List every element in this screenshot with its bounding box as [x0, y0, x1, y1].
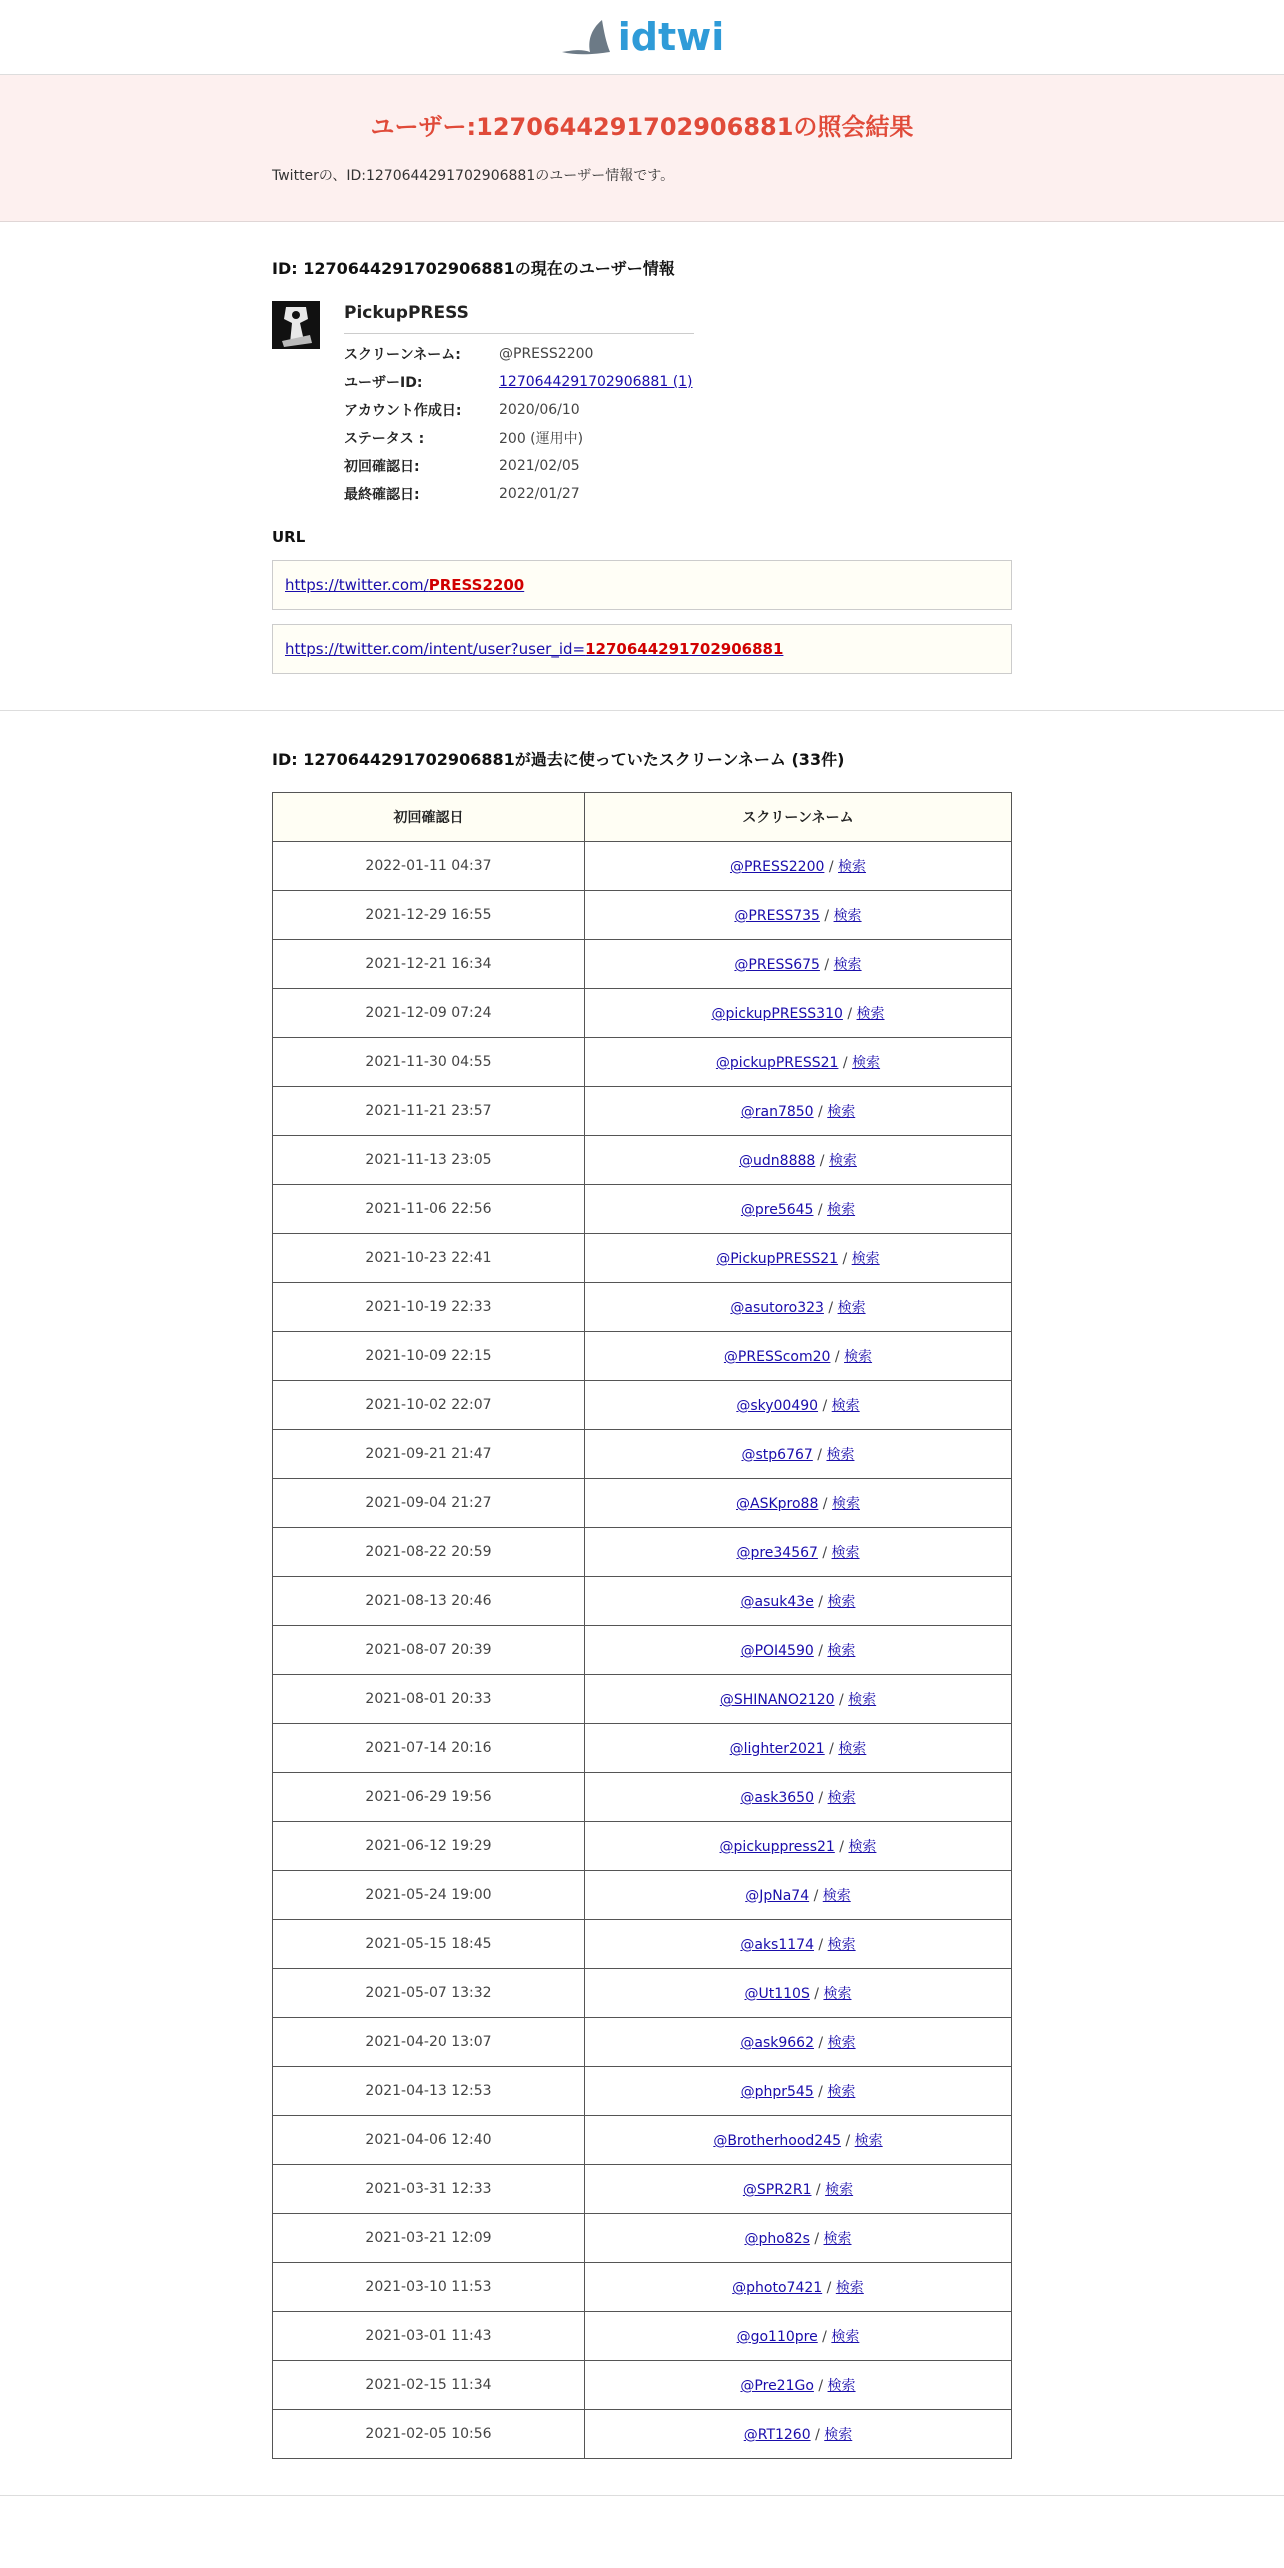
screen-name-cell	[584, 2312, 1011, 2361]
search-link[interactable]: 検索	[838, 1741, 867, 1757]
link-separator: /	[817, 1545, 832, 1561]
screen-name-link[interactable]: @RT1260	[743, 2427, 811, 2443]
screen-name-cell	[584, 940, 1011, 989]
screen-name-cell	[584, 2067, 1011, 2116]
table-row	[273, 2263, 1012, 2312]
date-cell: 2021-10-23 22:41	[273, 1234, 585, 1283]
search-link[interactable]: 検索	[827, 2378, 856, 2394]
date-cell: 2021-03-10 11:53	[273, 2263, 585, 2312]
screen-name-link[interactable]: @pre5645	[740, 1202, 814, 1218]
url-highlight: PRESS2200	[428, 576, 525, 594]
screen-name-cell	[584, 1038, 1011, 1087]
screen-name-link[interactable]: @PRESS735	[734, 908, 820, 924]
search-link[interactable]: 検索	[831, 1496, 860, 1512]
search-link[interactable]: 検索	[835, 2280, 864, 2296]
screen-name-cell	[584, 891, 1011, 940]
screen-name-cell	[584, 2263, 1011, 2312]
link-separator: /	[842, 1006, 857, 1022]
profile-info-label: アカウント作成日:	[344, 403, 462, 419]
link-separator: /	[813, 1790, 828, 1806]
screen-name-link[interactable]: @ran7850	[740, 1104, 814, 1120]
screen-name-link[interactable]: @aks1174	[740, 1937, 814, 1953]
page-title: ユーザー:1270644291702906881の照会結果	[370, 113, 914, 141]
screen-name-link[interactable]: @ask3650	[740, 1790, 814, 1806]
screen-name-cell	[584, 2214, 1011, 2263]
link-separator: /	[809, 2231, 824, 2247]
screen-name-link[interactable]: @pickuppress21	[719, 1839, 835, 1855]
date-cell: 2021-11-30 04:55	[273, 1038, 585, 1087]
date-cell: 2021-04-06 12:40	[273, 2116, 585, 2165]
screen-name-cell	[584, 1773, 1011, 1822]
site-header	[0, 0, 1284, 75]
search-link[interactable]: 検索	[852, 1055, 881, 1071]
table-row	[273, 1038, 1012, 1087]
screen-name-link[interactable]: @pickupPRESS21	[715, 1055, 839, 1071]
search-link[interactable]: 検索	[831, 1398, 860, 1414]
date-cell: 2021-12-29 16:55	[273, 891, 585, 940]
link-separator: /	[819, 957, 834, 973]
date-cell: 2021-05-24 19:00	[273, 1871, 585, 1920]
link-separator: /	[819, 908, 834, 924]
search-link[interactable]: 検索	[827, 2084, 856, 2100]
screen-name-cell	[584, 1871, 1011, 1920]
link-separator: /	[815, 1153, 829, 1169]
date-cell: 2021-03-31 12:33	[273, 2165, 585, 2214]
screen-name-cell	[584, 1136, 1011, 1185]
screen-name-cell	[584, 842, 1011, 891]
profile-info-row	[344, 480, 694, 508]
search-link[interactable]: 検索	[851, 1251, 880, 1267]
link-separator: /	[838, 1055, 853, 1071]
table-header-row	[273, 793, 1012, 842]
screen-name-cell	[584, 1430, 1011, 1479]
table-row	[273, 2214, 1012, 2263]
url-label: URL	[272, 528, 306, 546]
screen-name-link[interactable]: @pho82s	[744, 2231, 810, 2247]
date-cell: 2021-05-15 18:45	[273, 1920, 585, 1969]
screen-name-cell	[584, 1528, 1011, 1577]
profile-info-row	[344, 424, 694, 452]
profile-info-label: ユーザーID:	[344, 375, 423, 391]
screen-name-link[interactable]: @go110pre	[736, 2329, 818, 2345]
search-link[interactable]: 検索	[833, 908, 862, 924]
link-separator: /	[824, 1741, 839, 1757]
date-cell: 2021-12-21 16:34	[273, 940, 585, 989]
screen-name-link[interactable]: @SPR2R1	[742, 2182, 812, 2198]
history-section-title: ID: 1270644291702906881が過去に使っていたスクリーンネーム (33件)	[272, 750, 845, 769]
table-row	[273, 1871, 1012, 1920]
page-subtitle: Twitterの、ID:1270644291702906881のユーザー情報です。	[272, 168, 675, 184]
screen-name-link[interactable]: @PickupPRESS21	[716, 1251, 839, 1267]
result-banner	[0, 75, 1284, 222]
table-row	[273, 842, 1012, 891]
link-separator: /	[838, 1251, 852, 1267]
profile-info-row	[344, 340, 694, 368]
screen-name-link[interactable]: @PRESS675	[734, 957, 820, 973]
screen-name-cell	[584, 1577, 1011, 1626]
search-link[interactable]: 検索	[848, 1692, 877, 1708]
table-row	[273, 1969, 1012, 2018]
screen-name-cell	[584, 1283, 1011, 1332]
profile-info-label: 初回確認日:	[344, 459, 420, 475]
link-separator: /	[817, 2329, 832, 2345]
search-link[interactable]: 検索	[828, 1153, 857, 1169]
screen-name-cell	[584, 2116, 1011, 2165]
profile-card	[272, 301, 1012, 508]
search-link[interactable]: 検索	[844, 1349, 873, 1365]
url-highlight: 1270644291702906881	[585, 640, 784, 658]
date-cell: 2021-10-19 22:33	[273, 1283, 585, 1332]
search-link[interactable]: 検索	[826, 1447, 855, 1463]
link-separator: /	[813, 2035, 828, 2051]
profile-info-row	[344, 368, 694, 396]
table-row	[273, 1773, 1012, 1822]
date-cell: 2021-08-13 20:46	[273, 1577, 585, 1626]
screen-name-link[interactable]: @photo7421	[732, 2280, 823, 2296]
table-row	[273, 891, 1012, 940]
search-link[interactable]: 検索	[824, 2427, 853, 2443]
table-row	[273, 1087, 1012, 1136]
screen-name-link[interactable]: @PRESS2200	[729, 859, 825, 875]
screen-name-link[interactable]: @POI4590	[740, 1643, 814, 1659]
screen-name-cell	[584, 989, 1011, 1038]
date-cell: 2021-08-07 20:39	[273, 1626, 585, 1675]
screen-name-link[interactable]: @stp6767	[741, 1447, 813, 1463]
profile-info-label: 最終確認日:	[344, 487, 420, 503]
date-cell: 2021-11-13 23:05	[273, 1136, 585, 1185]
screen-name-cell	[584, 1920, 1011, 1969]
link-separator: /	[813, 1104, 828, 1120]
profile-info-rows	[344, 340, 694, 508]
screen-name-history-table	[272, 792, 1012, 2459]
date-cell: 2021-08-01 20:33	[273, 1675, 585, 1724]
screen-name-link[interactable]: @pre34567	[736, 1545, 818, 1561]
table-row	[273, 2116, 1012, 2165]
screen-name-link[interactable]: @asutoro323	[730, 1300, 824, 1316]
table-row	[273, 1430, 1012, 1479]
date-cell: 2021-10-02 22:07	[273, 1381, 585, 1430]
link-separator: /	[830, 1349, 845, 1365]
table-row	[273, 1479, 1012, 1528]
table-row	[273, 1724, 1012, 1773]
screen-name-cell	[584, 1675, 1011, 1724]
screen-name-link[interactable]: @SHINANO2120	[719, 1692, 835, 1708]
user-id-link[interactable]: 1270644291702906881 (1)	[499, 374, 693, 390]
link-separator: /	[813, 2378, 828, 2394]
search-link[interactable]: 検索	[827, 1202, 856, 1218]
date-cell: 2021-06-12 19:29	[273, 1822, 585, 1871]
screen-name-link[interactable]: @asuk43e	[740, 1594, 814, 1610]
date-cell: 2021-05-07 13:32	[273, 1969, 585, 2018]
table-row	[273, 989, 1012, 1038]
date-cell: 2021-03-01 11:43	[273, 2312, 585, 2361]
table-row	[273, 940, 1012, 989]
date-cell: 2021-02-15 11:34	[273, 2361, 585, 2410]
search-link[interactable]: 検索	[833, 957, 862, 973]
link-separator: /	[813, 1643, 828, 1659]
table-row	[273, 2165, 1012, 2214]
screen-name-cell	[584, 1234, 1011, 1283]
screen-name-link[interactable]: @JpNa74	[745, 1888, 810, 1904]
date-cell: 2021-12-09 07:24	[273, 989, 585, 1038]
date-cell: 2021-10-09 22:15	[273, 1332, 585, 1381]
search-link[interactable]: 検索	[838, 859, 867, 875]
table-row	[273, 1577, 1012, 1626]
url-prefix: https://twitter.com/	[285, 576, 429, 594]
profile-info-value: @PRESS2200	[499, 346, 594, 362]
profile-section	[0, 222, 1284, 710]
screen-name-cell	[584, 2410, 1011, 2459]
search-link[interactable]: 検索	[856, 1006, 885, 1022]
link-separator: /	[813, 2084, 828, 2100]
screen-name-cell	[584, 1822, 1011, 1871]
profile-info	[344, 301, 694, 508]
search-link[interactable]: 検索	[831, 1545, 860, 1561]
screen-name-link[interactable]: @ask9662	[740, 2035, 814, 2051]
date-cell: 2021-11-21 23:57	[273, 1087, 585, 1136]
url-prefix: https://twitter.com/intent/user?user_id=	[285, 640, 586, 658]
table-row	[273, 1626, 1012, 1675]
search-link[interactable]: 検索	[823, 2231, 852, 2247]
table-row	[273, 1822, 1012, 1871]
date-cell: 2021-11-06 22:56	[273, 1185, 585, 1234]
profile-info-label: ステータス :	[344, 431, 425, 447]
search-link[interactable]: 検索	[827, 1643, 856, 1659]
profile-info-value: 200 (運用中)	[499, 431, 584, 447]
date-cell: 2021-08-22 20:59	[273, 1528, 585, 1577]
search-link[interactable]: 検索	[848, 1839, 877, 1855]
screen-name-link[interactable]: @sky00490	[736, 1398, 819, 1414]
profile-url-link[interactable]	[285, 576, 524, 594]
profile-info-row	[344, 452, 694, 480]
date-cell: 2021-03-21 12:09	[273, 2214, 585, 2263]
column-header-screen-name: スクリーンネーム	[584, 793, 1011, 842]
link-separator: /	[813, 1937, 828, 1953]
link-separator: /	[834, 1839, 849, 1855]
date-cell: 2022-01-11 04:37	[273, 842, 585, 891]
link-separator: /	[818, 1496, 832, 1512]
link-separator: /	[824, 859, 839, 875]
logo-text: idtwi	[617, 15, 725, 59]
search-link[interactable]: 検索	[827, 2035, 856, 2051]
profile-info-row	[344, 396, 694, 424]
date-cell: 2021-06-29 19:56	[273, 1773, 585, 1822]
date-cell: 2021-09-21 21:47	[273, 1430, 585, 1479]
link-separator: /	[809, 1986, 824, 2002]
link-separator: /	[813, 1202, 828, 1218]
screen-name-cell	[584, 1969, 1011, 2018]
screen-name-link[interactable]: @lighter2021	[729, 1741, 825, 1757]
screen-name-cell	[584, 1381, 1011, 1430]
url-box	[272, 624, 1012, 674]
link-separator: /	[811, 2182, 826, 2198]
table-row	[273, 2312, 1012, 2361]
screen-name-link[interactable]: @pickupPRESS310	[711, 1006, 843, 1022]
profile-info-value	[499, 374, 693, 390]
profile-info-value: 2022/01/27	[499, 486, 580, 502]
link-separator: /	[812, 1447, 827, 1463]
search-link[interactable]: 検索	[822, 1888, 851, 1904]
link-separator: /	[823, 1300, 838, 1316]
link-separator: /	[809, 1888, 823, 1904]
screen-name-cell	[584, 1185, 1011, 1234]
screen-name-link[interactable]: @ASKpro88	[736, 1496, 819, 1512]
table-row	[273, 1920, 1012, 1969]
link-separator: /	[818, 1398, 832, 1414]
avatar[interactable]	[272, 301, 320, 349]
profile-info-value: 2021/02/05	[499, 458, 580, 474]
url-box	[272, 560, 1012, 610]
shark-fin-icon	[560, 16, 612, 58]
screen-name-link[interactable]: @Pre21Go	[740, 2378, 814, 2394]
screen-name-cell	[584, 2018, 1011, 2067]
link-separator: /	[834, 1692, 849, 1708]
profile-info-value: 2020/06/10	[499, 402, 580, 418]
profile-info-label: スクリーンネーム:	[344, 347, 461, 363]
table-row	[273, 2361, 1012, 2410]
profile-section-title: ID: 1270644291702906881の現在のユーザー情報	[272, 259, 675, 278]
table-row	[273, 2410, 1012, 2459]
screen-name-cell	[584, 2165, 1011, 2214]
table-row	[273, 1381, 1012, 1430]
screen-name-link[interactable]: @PRESScom20	[723, 1349, 831, 1365]
logo[interactable]	[560, 15, 725, 59]
link-separator: /	[813, 1594, 828, 1610]
avatar-image-icon	[272, 301, 320, 349]
screen-name-cell	[584, 1479, 1011, 1528]
link-separator: /	[810, 2427, 825, 2443]
date-cell: 2021-07-14 20:16	[273, 1724, 585, 1773]
table-row	[273, 1332, 1012, 1381]
date-cell: 2021-09-04 21:27	[273, 1479, 585, 1528]
search-link[interactable]: 検索	[827, 1594, 856, 1610]
screen-name-cell	[584, 1724, 1011, 1773]
profile-name: PickupPRESS	[344, 303, 694, 334]
history-section	[0, 711, 1284, 2496]
profile-url-link[interactable]	[285, 640, 783, 658]
date-cell: 2021-02-05 10:56	[273, 2410, 585, 2459]
table-row	[273, 1675, 1012, 1724]
search-link[interactable]: 検索	[823, 1986, 852, 2002]
screen-name-cell	[584, 2361, 1011, 2410]
link-separator: /	[822, 2280, 836, 2296]
search-link[interactable]: 検索	[827, 1790, 856, 1806]
table-body	[273, 842, 1012, 2459]
column-header-date: 初回確認日	[273, 793, 585, 842]
screen-name-link[interactable]: @udn8888	[739, 1153, 816, 1169]
table-row	[273, 1528, 1012, 1577]
search-link[interactable]: 検索	[831, 2329, 860, 2345]
screen-name-cell	[584, 1087, 1011, 1136]
bottom-divider	[0, 2495, 1284, 2496]
search-link[interactable]: 検索	[827, 1937, 856, 1953]
table-row	[273, 1185, 1012, 1234]
screen-name-link[interactable]: @phpr545	[740, 2084, 814, 2100]
date-cell: 2021-04-13 12:53	[273, 2067, 585, 2116]
screen-name-link[interactable]: @Ut110S	[744, 1986, 810, 2002]
table-row	[273, 1234, 1012, 1283]
link-separator: /	[841, 2133, 855, 2149]
screen-name-cell	[584, 1626, 1011, 1675]
search-link[interactable]: 検索	[825, 2182, 854, 2198]
screen-name-link[interactable]: @Brotherhood245	[713, 2133, 842, 2149]
search-link[interactable]: 検索	[827, 1104, 856, 1120]
table-row	[273, 2067, 1012, 2116]
search-link[interactable]: 検索	[837, 1300, 866, 1316]
table-row	[273, 1283, 1012, 1332]
url-list	[272, 560, 1012, 674]
table-row	[273, 2018, 1012, 2067]
date-cell: 2021-04-20 13:07	[273, 2018, 585, 2067]
table-row	[273, 1136, 1012, 1185]
search-link[interactable]: 検索	[854, 2133, 883, 2149]
screen-name-cell	[584, 1332, 1011, 1381]
